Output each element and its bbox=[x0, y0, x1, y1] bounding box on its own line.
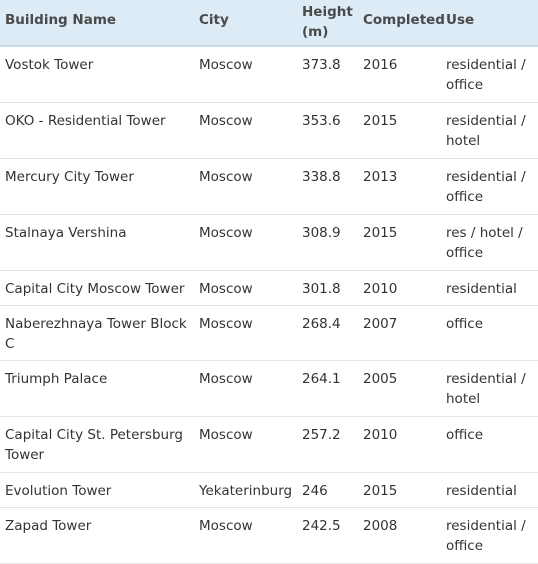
cell-city: Moscow bbox=[195, 159, 299, 215]
cell-use: residential bbox=[443, 473, 538, 508]
cell-completed: 2013 bbox=[360, 159, 443, 215]
cell-use: residential / hotel bbox=[443, 361, 538, 417]
cell-use: residential bbox=[443, 271, 538, 306]
cell-height: 242.5 bbox=[299, 508, 360, 564]
table-row bbox=[0, 103, 538, 159]
header-city[interactable]: City bbox=[195, 0, 299, 46]
cell-use: office bbox=[443, 306, 538, 361]
cell-height: 353.6 bbox=[299, 103, 360, 159]
table-row bbox=[0, 417, 538, 473]
cell-city: Moscow bbox=[195, 306, 299, 361]
table-body bbox=[0, 46, 538, 564]
cell-city: Moscow bbox=[195, 361, 299, 417]
cell-building-name: Naberezhnaya Tower Block C bbox=[0, 306, 195, 361]
cell-building-name: Triumph Palace bbox=[0, 361, 195, 417]
cell-city: Moscow bbox=[195, 215, 299, 271]
cell-completed: 2015 bbox=[360, 473, 443, 508]
table-row bbox=[0, 306, 538, 361]
cell-use: residential / office bbox=[443, 159, 538, 215]
cell-height: 373.8 bbox=[299, 46, 360, 103]
cell-use: residential / hotel bbox=[443, 103, 538, 159]
cell-city: Moscow bbox=[195, 508, 299, 564]
cell-building-name: Capital City St. Petersburg Tower bbox=[0, 417, 195, 473]
cell-height: 257.2 bbox=[299, 417, 360, 473]
header-building-name[interactable]: Building Name bbox=[0, 0, 195, 46]
table-row bbox=[0, 473, 538, 508]
cell-building-name: Mercury City Tower bbox=[0, 159, 195, 215]
table-row bbox=[0, 361, 538, 417]
cell-height: 301.8 bbox=[299, 271, 360, 306]
header-height[interactable]: Height (m) bbox=[299, 0, 360, 46]
cell-height: 264.1 bbox=[299, 361, 360, 417]
cell-building-name: OKO - Residential Tower bbox=[0, 103, 195, 159]
cell-use: residential / office bbox=[443, 46, 538, 103]
cell-completed: 2005 bbox=[360, 361, 443, 417]
cell-building-name: Capital City Moscow Tower bbox=[0, 271, 195, 306]
cell-building-name: Vostok Tower bbox=[0, 46, 195, 103]
cell-building-name: Zapad Tower bbox=[0, 508, 195, 564]
cell-height: 268.4 bbox=[299, 306, 360, 361]
cell-completed: 2007 bbox=[360, 306, 443, 361]
cell-building-name: Stalnaya Vershina bbox=[0, 215, 195, 271]
cell-building-name: Evolution Tower bbox=[0, 473, 195, 508]
cell-completed: 2015 bbox=[360, 103, 443, 159]
cell-use: office bbox=[443, 417, 538, 473]
cell-city: Moscow bbox=[195, 103, 299, 159]
cell-city: Moscow bbox=[195, 271, 299, 306]
header-row bbox=[0, 0, 538, 46]
cell-city: Moscow bbox=[195, 46, 299, 103]
cell-completed: 2016 bbox=[360, 46, 443, 103]
header-completed[interactable]: Completed bbox=[360, 0, 443, 46]
table-row bbox=[0, 271, 538, 306]
table-row bbox=[0, 215, 538, 271]
table-row bbox=[0, 159, 538, 215]
table-row bbox=[0, 46, 538, 103]
cell-use: residential / office bbox=[443, 508, 538, 564]
cell-completed: 2010 bbox=[360, 417, 443, 473]
cell-height: 308.9 bbox=[299, 215, 360, 271]
cell-height: 246 bbox=[299, 473, 360, 508]
cell-city: Moscow bbox=[195, 417, 299, 473]
cell-use: res / hotel / office bbox=[443, 215, 538, 271]
table-row bbox=[0, 508, 538, 564]
cell-city: Yekaterinburg bbox=[195, 473, 299, 508]
header-use[interactable]: Use bbox=[443, 0, 538, 46]
cell-completed: 2010 bbox=[360, 271, 443, 306]
cell-completed: 2008 bbox=[360, 508, 443, 564]
cell-height: 338.8 bbox=[299, 159, 360, 215]
cell-completed: 2015 bbox=[360, 215, 443, 271]
table-header bbox=[0, 0, 538, 46]
